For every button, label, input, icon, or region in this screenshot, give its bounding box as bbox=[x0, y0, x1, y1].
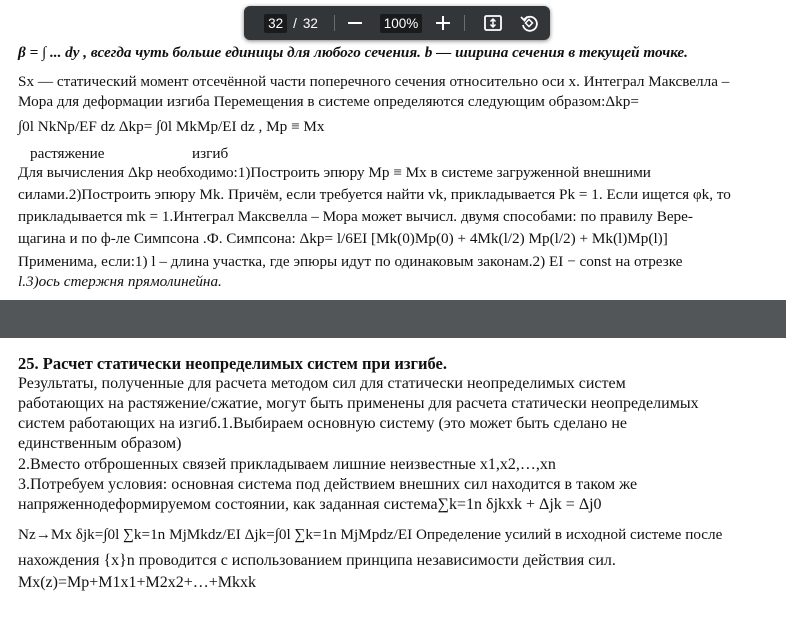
plus-icon bbox=[432, 12, 454, 34]
doc-line: β = ∫ ... dy , всегда чуть больше единицы для любого сечения. b — ширина сечения в текущей точке. bbox=[18, 44, 688, 61]
doc-line: 2.Вместо отброшенных связей прикладываем лишние неизвестные x1,x2,…,xn bbox=[18, 456, 556, 473]
doc-line: Для вычисления Δkp необходимо:1)Построить эпюру Mp ≡ Mx в системе загруженной внешними bbox=[18, 164, 651, 181]
doc-line: работающих на растяжение/сжатие, могут быть применены для расчета статически неопределимых bbox=[18, 395, 699, 412]
pdf-toolbar bbox=[244, 6, 550, 40]
zoom-in-button[interactable] bbox=[430, 6, 456, 40]
doc-line: l.3)ось стержня прямолинейна. bbox=[18, 273, 222, 290]
doc-line: напряженнодеформируемом состоянии, как заданная система∑k=1n δjkxk + Δjk = Δj0 bbox=[18, 496, 602, 513]
divider bbox=[334, 15, 335, 31]
rotate-button[interactable] bbox=[516, 6, 542, 40]
doc-line: Sx — статический момент отсечённой части поперечного сечения относительно оси x. Интеграл Максвелла – bbox=[18, 73, 730, 90]
doc-line: Результаты, полученные для расчета методом сил для статически неопределимых систем bbox=[18, 375, 626, 392]
zoom-out-button[interactable] bbox=[342, 6, 368, 40]
doc-line: систем работающих на изгиб.1.Выбираем основную систему (это может быть сделано не bbox=[18, 415, 627, 432]
doc-line: силами.2)Построить эпюру Mk. Причём, если требуется найти vk, прикладывается Pk = 1. Если ищется φk, то bbox=[18, 186, 731, 203]
page-indicator bbox=[254, 6, 328, 40]
fit-page-icon bbox=[482, 12, 504, 34]
divider bbox=[464, 15, 465, 31]
zoom-level[interactable] bbox=[376, 6, 426, 40]
formula-caption: изгиб bbox=[192, 145, 229, 162]
section-title: 25. Расчет статически неопределимых систем при изгибе. bbox=[18, 354, 447, 373]
doc-line: нахождения {x}n проводится с использованием принципа независимости действия сил. bbox=[18, 552, 616, 569]
zoom-value[interactable]: 100% bbox=[380, 14, 423, 33]
doc-line: прикладывается mk = 1.Интеграл Максвелла – Мора может вычисл. двумя способами: по правилу Вере- bbox=[18, 208, 693, 225]
minus-icon bbox=[344, 12, 366, 34]
page-total: 32 bbox=[302, 15, 318, 31]
page-number-input[interactable]: 32 bbox=[264, 14, 287, 33]
doc-line: Mx(z)=Mp+M1x1+M2x2+…+Mkxk bbox=[18, 574, 257, 591]
page-separator: / bbox=[293, 15, 297, 31]
formula-line: ∫0l NkNp/EF dz Δkp= ∫0l MkMp/EI dz , Mp ≡ Mx bbox=[18, 118, 325, 135]
doc-line: Мора для деформации изгиба Перемещения в системе определяются следующим образом:Δkp= bbox=[18, 93, 639, 110]
doc-line: щагина и по ф-ле Симпсона .Ф. Симпсона: Δkp= l/6EI [Mk(0)Mp(0) + 4Mk(l/2) Mp(l/2) + Mk(l)Mp(l)] bbox=[18, 230, 668, 247]
formula-caption: растяжение bbox=[30, 145, 105, 162]
doc-line: единственным образом) bbox=[18, 435, 182, 452]
formula-line: Nz→Mx δjk=∫0l ∑k=1n MjMkdz/EI Δjk=∫0l ∑k=1n MjMpdz/EI Определение усилий в исходной системе после bbox=[18, 526, 723, 543]
fit-page-button[interactable] bbox=[480, 6, 506, 40]
doc-line: Применима, если:1) l – длина участка, где эпюры идут по одинаковым законам.2) EI − const на отрезке bbox=[18, 253, 683, 270]
doc-line: 3.Потребуем условия: основная система под действием внешних сил находится в таком же bbox=[18, 476, 638, 493]
rotate-icon bbox=[518, 12, 540, 34]
page-gap bbox=[0, 300, 786, 338]
